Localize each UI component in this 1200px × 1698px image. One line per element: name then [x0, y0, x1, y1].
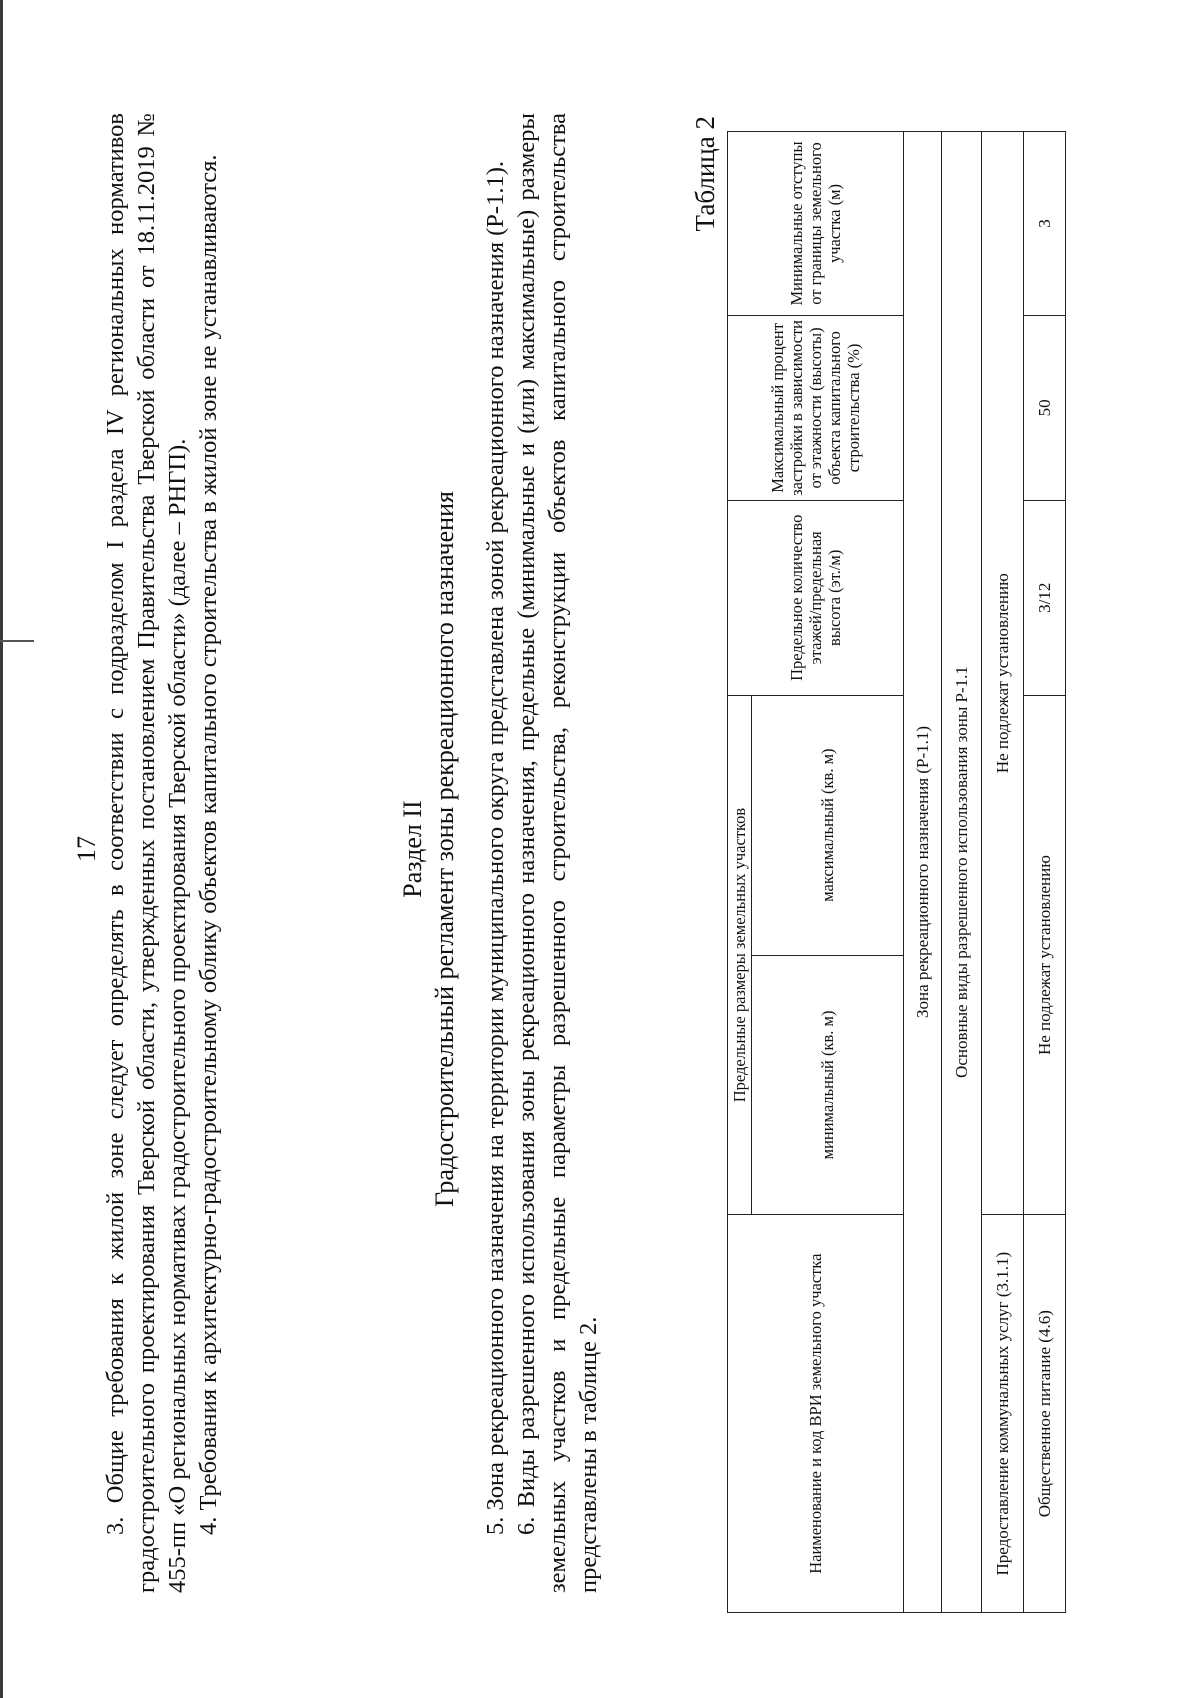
paragraph-6: 6. Виды разрешенного использования зоны рекреационного назначения, предельные (минимальные и (или) максимальные) размеры земельных участков и предельные параметры разрешенного строительства, реконструкции объектов капитального строительства представлены в таблице 2. [513, 113, 602, 1593]
header-setbacks: Минимальные отступы от границы земельного участка (м) [728, 132, 904, 316]
paragraph-3: 3. Общие требования к жилой зоне следует определять в соответствии с подразделом I раздела IV региональных нормативов градостроительного проектирования Тверской области, утвержденных постановлением Правительства Тверской области от 18.11.2019 № 455-пп «О региональных нормативах градостроительного проектирования Тверской области» (далее – РНГП). [102, 113, 191, 1593]
section-title: Градостроительный регламент зоны рекреационного назначения [430, 491, 459, 1207]
header-min: минимальный (кв. м) [752, 955, 904, 1215]
row-coverage-value: 50 [1024, 315, 1066, 500]
paragraph-5: 5. Зона рекреационного назначения на территории муниципального округа представлена зоной рекреационного назначения (Р-1.1). [482, 161, 509, 1535]
row-name: Общественное питание (4.6) [1024, 1215, 1066, 1613]
header-name: Наименование и код ВРИ земельного участка [728, 1215, 904, 1613]
page-number: 17 [72, 836, 101, 862]
main-uses-row: Основные виды разрешенного использования зоны Р-1.1 [942, 132, 982, 1613]
header-plot-sizes: Предельные размеры земельных участков [728, 695, 752, 1215]
zone-row: Зона рекреационного назначения (Р-1.1) [904, 132, 942, 1613]
section-number: Раздел II [398, 800, 427, 898]
row-plot-value: Не подлежат установлению [1024, 695, 1066, 1215]
intro-paragraphs [100, 113, 224, 1593]
paragraph-4: 4. Требования к архитектурно-градостроительному облику объектов капитального строительства в жилой зоне не устанавливаются. [195, 154, 222, 1535]
row-floors-value: 3/12 [1024, 500, 1066, 695]
table-row [1024, 132, 1066, 1613]
header-max: максимальный (кв. м) [752, 695, 904, 955]
regulation-table [727, 131, 1066, 1613]
row-merged-value: Не подлежат установлению [982, 132, 1024, 1215]
table-caption: Таблица 2 [690, 116, 720, 232]
header-coverage: Максимальный процент застройки в зависимости от этажности (высоты) объекта капитального строительства (%) [728, 315, 904, 500]
row-setbacks-value: 3 [1024, 132, 1066, 316]
row-name: Предоставление коммунальных услуг (3.1.1) [982, 1215, 1024, 1613]
table-row [982, 132, 1024, 1613]
zone-paragraphs [480, 113, 604, 1593]
header-floors: Предельное количество этажей/предельная высота (эт./м) [728, 500, 904, 695]
